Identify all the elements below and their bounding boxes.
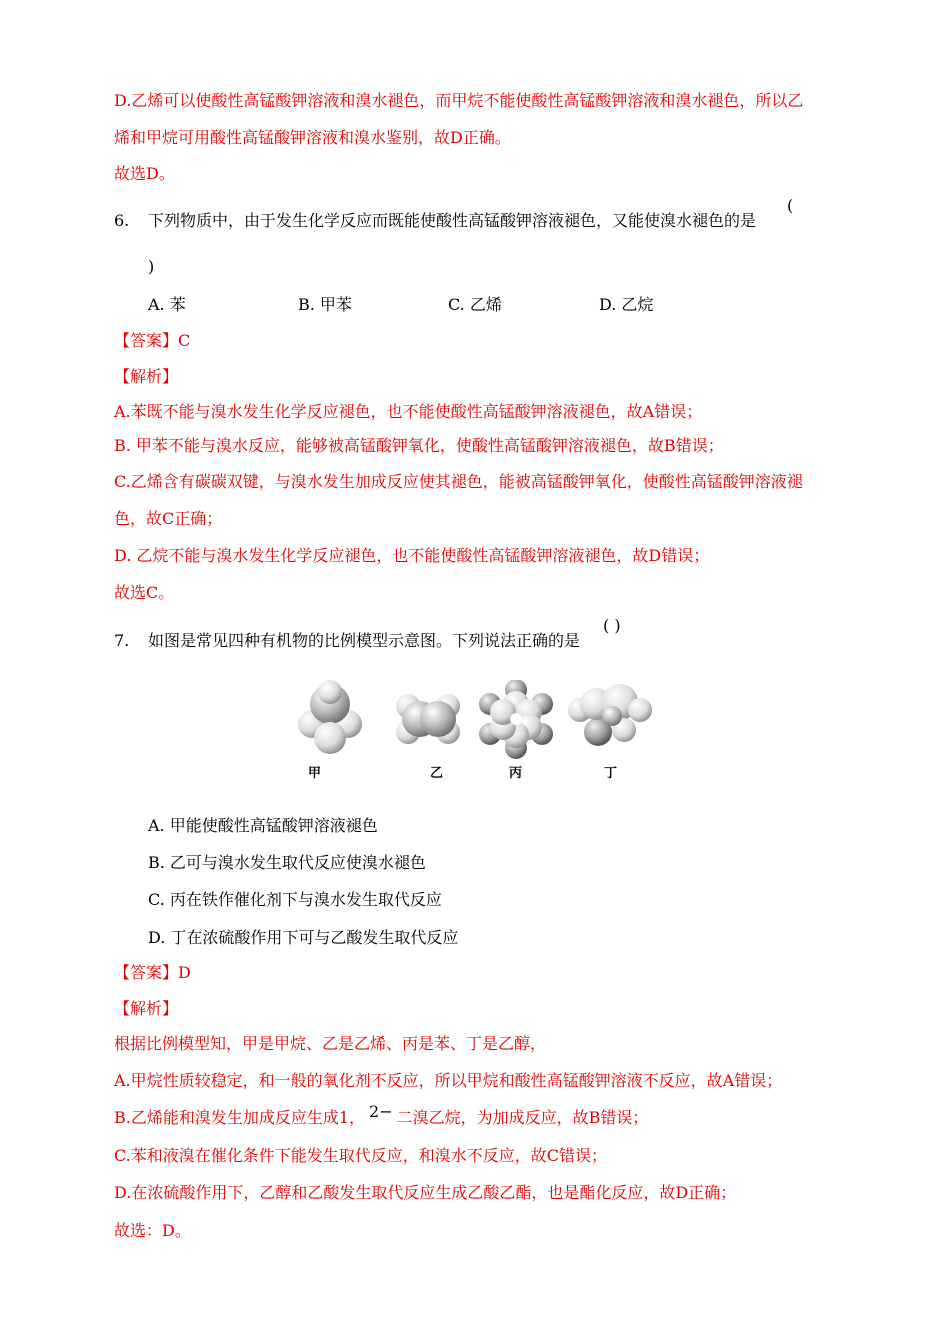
answer-line — [114, 963, 191, 983]
question-text: 下列物质中，由于发生化学反应而既能使酸性高锰酸钾溶液褪色，又能使溴水褪色的是 — [148, 211, 757, 230]
analysis-line: C.乙烯含有碳碳双键，与溴水发生加成反应使其褪色，能被高锰酸钾氧化，使酸性高锰酸钾溶液褪 — [114, 472, 803, 491]
figure-label-jia: 甲 — [308, 766, 322, 781]
methane-model — [298, 680, 362, 754]
molecule-models-svg — [298, 680, 658, 760]
answer-paren: ( ) — [603, 616, 621, 635]
analysis-line: B. 甲苯不能与溴水反应，能够被高锰酸钾氧化，使酸性高锰酸钾溶液褪色，故B错误； — [114, 436, 724, 455]
analysis-line: D.在浓硫酸作用下，乙醇和乙酸发生取代反应生成乙酸乙酯，也是酯化反应，故D正确； — [114, 1183, 737, 1202]
option-a: A. 甲能使酸性高锰酸钾溶液褪色 — [148, 816, 378, 835]
question-6-stem — [114, 211, 756, 231]
answer-tag: 【答案】 — [114, 331, 179, 350]
analysis-line — [114, 1102, 649, 1128]
analysis-text: 二溴乙烷，为加成反应，故B错误； — [396, 1108, 649, 1127]
analysis-line: A.苯既不能与溴水发生化学反应褪色，也不能使酸性高锰酸钾溶液褪色，故A错误； — [114, 402, 703, 421]
option-a: A. 苯 — [148, 295, 186, 314]
analysis-line: D. 乙烷不能与溴水发生化学反应褪色，也不能使酸性高锰酸钾溶液褪色，故D错误； — [114, 546, 710, 565]
analysis-line: A.甲烷性质较稳定，和一般的氧化剂不反应，所以甲烷和酸性高锰酸钾溶液不反应，故A错误； — [114, 1071, 783, 1090]
answer-paren-close: ) — [148, 257, 155, 276]
analysis-line: 根据比例模型知，甲是甲烷、乙是乙烯、丙是苯、丁是乙醇， — [114, 1034, 547, 1053]
analysis-line: 色，故C正确； — [114, 509, 223, 528]
ethanol-model — [568, 684, 652, 746]
explanation-line: 烯和甲烷可用酸性高锰酸钾溶液和溴水鉴别，故D正确。 — [114, 128, 511, 147]
option-d: D. 乙烷 — [599, 295, 654, 314]
option-b: B. 乙可与溴水发生取代反应使溴水褪色 — [148, 853, 426, 872]
figure-label-bing: 丙 — [509, 766, 523, 781]
ethylene-model — [396, 694, 460, 744]
answer-value: C — [178, 331, 191, 350]
option-d: D. 丁在浓硫酸作用下可与乙酸发生取代反应 — [148, 928, 459, 947]
option-b: B. 甲苯 — [298, 295, 352, 314]
question-number: 6. — [114, 211, 130, 230]
analysis-text: B.乙烯能和溴发生加成反应生成1， — [114, 1108, 366, 1127]
analysis-line: 故选：D。 — [114, 1221, 191, 1240]
molecule-models-figure — [298, 680, 658, 780]
answer-line — [114, 331, 190, 351]
answer-paren-open: ( — [787, 196, 794, 215]
option-c: C. 乙烯 — [448, 295, 502, 314]
question-number: 7. — [114, 631, 130, 650]
analysis-formula: 2− — [369, 1102, 393, 1121]
answer-tag: 【答案】 — [114, 963, 179, 982]
question-text: 如图是常见四种有机物的比例模型示意图。下列说法正确的是 — [148, 631, 581, 650]
option-c: C. 丙在铁作催化剂下与溴水发生取代反应 — [148, 890, 442, 909]
analysis-line: 故选C。 — [114, 583, 175, 602]
analysis-line: C.苯和液溴在催化条件下能发生取代反应，和溴水不反应，故C错误； — [114, 1146, 608, 1165]
figure-label-ding: 丁 — [604, 766, 618, 781]
figure-label-yi: 乙 — [430, 766, 444, 781]
answer-value: D — [178, 963, 191, 982]
question-7-stem — [114, 631, 580, 651]
explanation-conclusion: 故选D。 — [114, 164, 175, 183]
analysis-tag: 【解析】 — [114, 999, 179, 1018]
analysis-tag: 【解析】 — [114, 367, 179, 386]
benzene-model — [479, 680, 553, 759]
explanation-line: D.乙烯可以使酸性高锰酸钾溶液和溴水褪色，而甲烷不能使酸性高锰酸钾溶液和溴水褪色，所以乙 — [114, 91, 804, 110]
